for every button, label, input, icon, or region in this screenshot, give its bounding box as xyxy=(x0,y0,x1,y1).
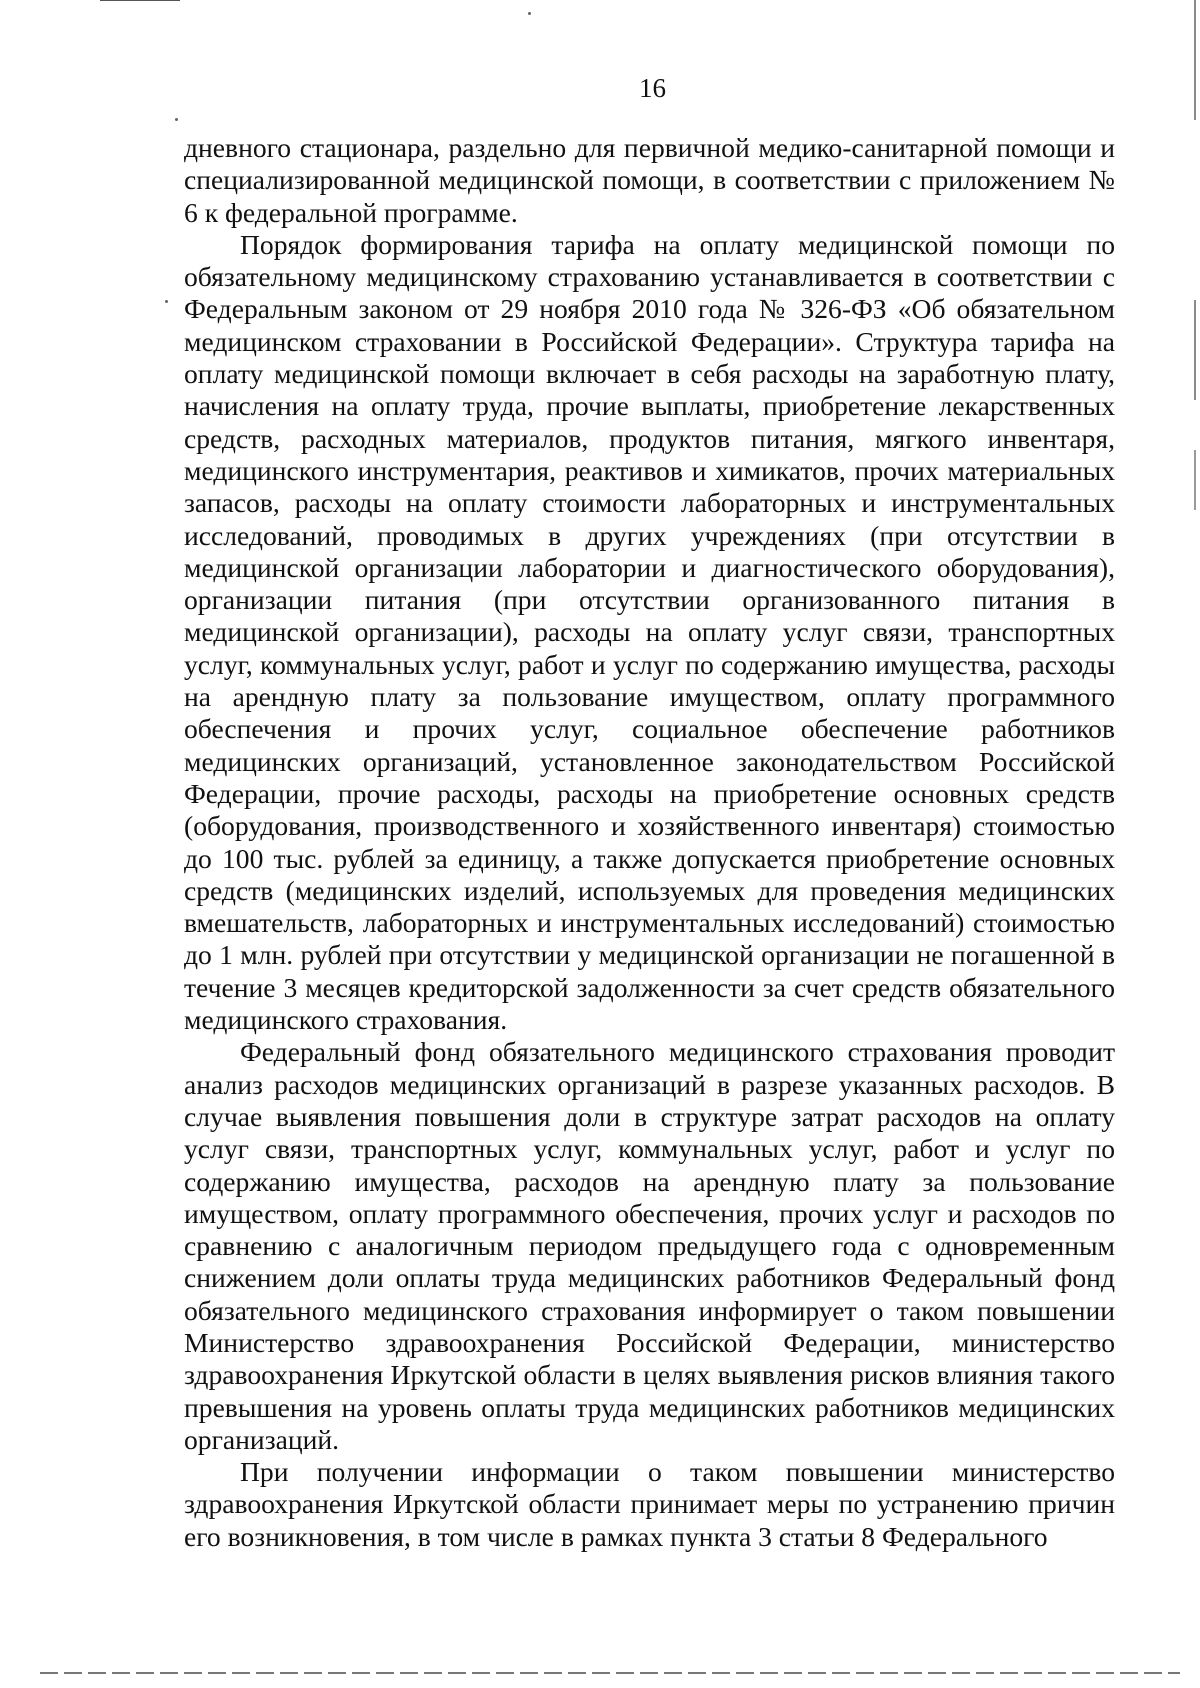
document-body xyxy=(184,132,1115,1553)
scan-artifact-top xyxy=(100,0,180,1)
scan-speck xyxy=(175,118,178,121)
scan-speck xyxy=(165,300,168,303)
scan-speck xyxy=(528,12,531,15)
paragraph: дневного стационара, раздельно для первичной медико-санитарной помощи и специализированной медицинской помощи, в соответствии с приложением № 6 к федеральной программе. xyxy=(184,132,1115,228)
page-number: 16 xyxy=(639,73,666,103)
paragraph: Федеральный фонд обязательного медицинского страхования проводит анализ расходов медицинских организаций в разрезе указанных расходов. В случае выявления повышения доли в структуре затрат расходов на оплату услуг связи, транспортных услуг, коммунальных услуг, работ и услуг по содержанию имущества, расходов на арендную плату за пользование имуществом, оплату программного обеспечения, прочих услуг и расходов по сравнению с аналогичным периодом предыдущего года с одновременным снижением доли оплаты труда медицинских работников Федеральный фонд обязательного медицинского страхования информирует о таком повышении Министерство здравоохранения Российской Федерации, министерство здравоохранения Иркутской области в целях выявления рисков влияния такого превышения на уровень оплаты труда медицинских работников медицинских организаций. xyxy=(184,1036,1115,1455)
scan-artifact-right xyxy=(1194,300,1196,400)
scan-artifact-right xyxy=(1194,450,1196,510)
paragraph: Порядок формирования тарифа на оплату медицинской помощи по обязательному медицинскому страхованию устанавливается в соответствии с Федеральным законом от 29 ноября 2010 года № 326-ФЗ «Об обязательном медицинском страховании в Российской Федерации». Структура тарифа на оплату медицинской помощи включает в себя расходы на заработную плату, начисления на оплату труда, прочие выплаты, приобретение лекарственных средств, расходных материалов, продуктов питания, мягкого инвентаря, медицинского инструментария, реактивов и химикатов, прочих материальных запасов, расходы на оплату стоимости лабораторных и инструментальных исследований, проводимых в других учреждениях (при отсутствии в медицинской организации лаборатории и диагностического оборудования), организации питания (при отсутствии организованного питания в медицинской организации), расходы на оплату услуг связи, транспортных услуг, коммунальных услуг, работ и услуг по содержанию имущества, расходы на арендную плату за пользование имуществом, оплату программного обеспечения и прочих услуг, социальное обеспечение работников медицинских организаций, установленное законодательством Российской Федерации, прочие расходы, расходы на приобретение основных средств (оборудования, производственного и хозяйственного инвентаря) стоимостью до 100 тыс. рублей за единицу, а также допускается приобретение основных средств (медицинских изделий, используемых для проведения медицинских вмешательств, лабораторных и инструментальных исследований) стоимостью до 1 млн. рублей при отсутствии у медицинской организации не погашенной в течение 3 месяцев кредиторской задолженности за счет средств обязательного медицинского страхования. xyxy=(184,228,1115,1036)
scan-artifact-bottom xyxy=(40,1672,1180,1674)
paragraph: При получении информации о таком повышении министерство здравоохранения Иркутской области принимает меры по устранению причин его возникновения, в том числе в рамках пункта 3 статьи 8 Федерального xyxy=(184,1456,1115,1552)
